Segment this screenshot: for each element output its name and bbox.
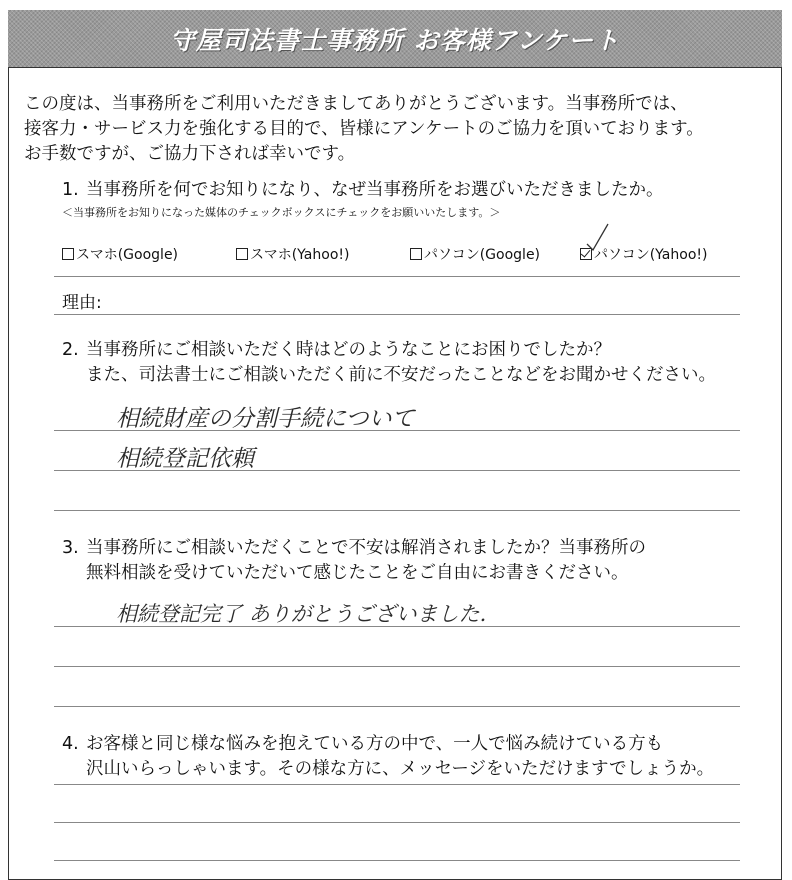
option-divider: [54, 276, 740, 277]
answer-2-line-2: 相続登記依頼: [116, 446, 254, 472]
survey-title: 守屋司法書士事務所 お客様アンケート: [169, 26, 621, 55]
question-3-line-1: 当事務所にご相談いただくことで不安は解消されましたか？当事務所の: [86, 538, 646, 558]
intro-text: [24, 92, 774, 167]
question-4-line-1: お客様と同じ様な悩みを抱えている方の中で、一人で悩み続けている方も: [86, 734, 664, 754]
intro-line-2: 接客力・サービス力を強化する目的で、皆様にアンケートのご協力を頂いております。: [24, 119, 704, 139]
intro-line-3: お手数ですが、ご協力下されば幸いです。: [24, 144, 356, 164]
option-pc-google[interactable]: [410, 244, 540, 264]
reason-line: [54, 314, 740, 315]
question-3: [62, 536, 646, 586]
answer-line: [54, 860, 740, 861]
option-smartphone-yahoo[interactable]: [236, 244, 349, 264]
question-1: [62, 178, 664, 203]
answer-3-line-1: 相続登記完了 ありがとうございました.: [116, 602, 487, 626]
option-smartphone-google[interactable]: [62, 244, 178, 264]
answer-line: [54, 822, 740, 823]
answer-line: [54, 784, 740, 785]
intro-line-1: この度は、当事務所をご利用いただきましてありがとうございます。当事務所では、: [24, 94, 688, 114]
answer-line: [54, 626, 740, 627]
answer-2-line-1: 相続財産の分割手続について: [116, 406, 415, 432]
option-label: スマホ(Yahoo!): [250, 247, 350, 263]
question-4-number: 4.: [62, 734, 79, 754]
option-label: スマホ(Google): [76, 247, 179, 263]
question-1-number: 1.: [62, 180, 79, 200]
question-2-number: 2.: [62, 340, 79, 360]
option-label: パソコン(Google): [424, 247, 541, 263]
question-4-line-2: 沢山いらっしゃいます。その様な方に、メッセージをいただけますでしょうか。: [86, 759, 715, 779]
answer-line: [54, 706, 740, 707]
question-2-line-2: また、司法書士にご相談いただく前に不安だったことなどをお聞かせください。: [86, 365, 716, 385]
checkbox-pc-google[interactable]: [410, 248, 422, 260]
question-1-note: ＜当事務所をお知りになった媒体のチェックボックスにチェックをお願いいたします。＞: [62, 206, 501, 219]
option-label: パソコン(Yahoo!): [594, 247, 708, 263]
reason-label: 理由:: [62, 293, 102, 313]
survey-header: [8, 10, 782, 68]
checkbox-smartphone-yahoo[interactable]: [236, 248, 248, 260]
question-2: [62, 338, 716, 388]
answer-line: [54, 666, 740, 667]
answer-line: [54, 510, 740, 511]
handwritten-check-mark-icon: [584, 222, 610, 252]
question-1-text: 当事務所を何でお知りになり、なぜ当事務所をお選びいただきましたか。: [86, 180, 664, 200]
answer-line: [54, 430, 740, 431]
checkbox-smartphone-google[interactable]: [62, 248, 74, 260]
question-3-number: 3.: [62, 538, 79, 558]
question-2-line-1: 当事務所にご相談いただく時はどのようなことにお困りでしたか？: [86, 340, 611, 360]
question-4: [62, 732, 714, 782]
question-3-line-2: 無料相談を受けていただいて感じたことをご自由にお書きください。: [86, 563, 629, 583]
answer-line: [54, 470, 740, 471]
